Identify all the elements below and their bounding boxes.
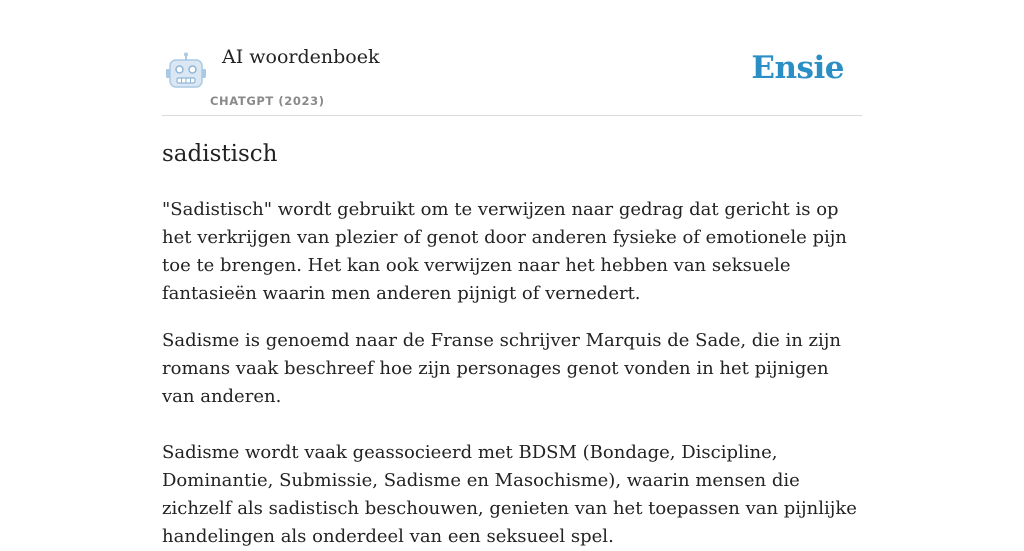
- source-header: [162, 0, 862, 116]
- definition-paragraph: "Sadistisch" wordt gebruikt om te verwijzen naar gedrag dat gericht is op het verkrijgen van plezier of genot door anderen fysieke of emotionele pijn toe te brengen. Het kan ook verwijzen naar het hebben van seksuele fantasieën waarin men anderen pijnigt of vernedert.: [162, 199, 847, 304]
- source-title[interactable]: AI woordenboek: [222, 46, 380, 68]
- entry-content: [162, 136, 862, 551]
- robot-icon: [166, 52, 206, 90]
- definition-paragraph: Sadisme wordt vaak geassocieerd met BDSM (Bondage, Discipline, Dominantie, Submissie, Sadisme en Masochisme), waarin mensen die zichzelf als sadistisch beschouwen, genieten van het toepassen van pijnlijke handelingen als onderdeel van een seksueel spel.: [162, 442, 857, 547]
- entry-definition: [162, 196, 862, 551]
- definition-paragraph: Sadisme is genoemd naar de Franse schrijver Marquis de Sade, die in zijn romans vaak beschreef hoe zijn personages genot vonden in het pijnigen van anderen.: [162, 330, 841, 407]
- source-meta: CHATGPT (2023): [210, 94, 325, 108]
- entry-headword: sadistisch: [162, 141, 278, 167]
- ensie-logo[interactable]: Ensie: [751, 50, 844, 86]
